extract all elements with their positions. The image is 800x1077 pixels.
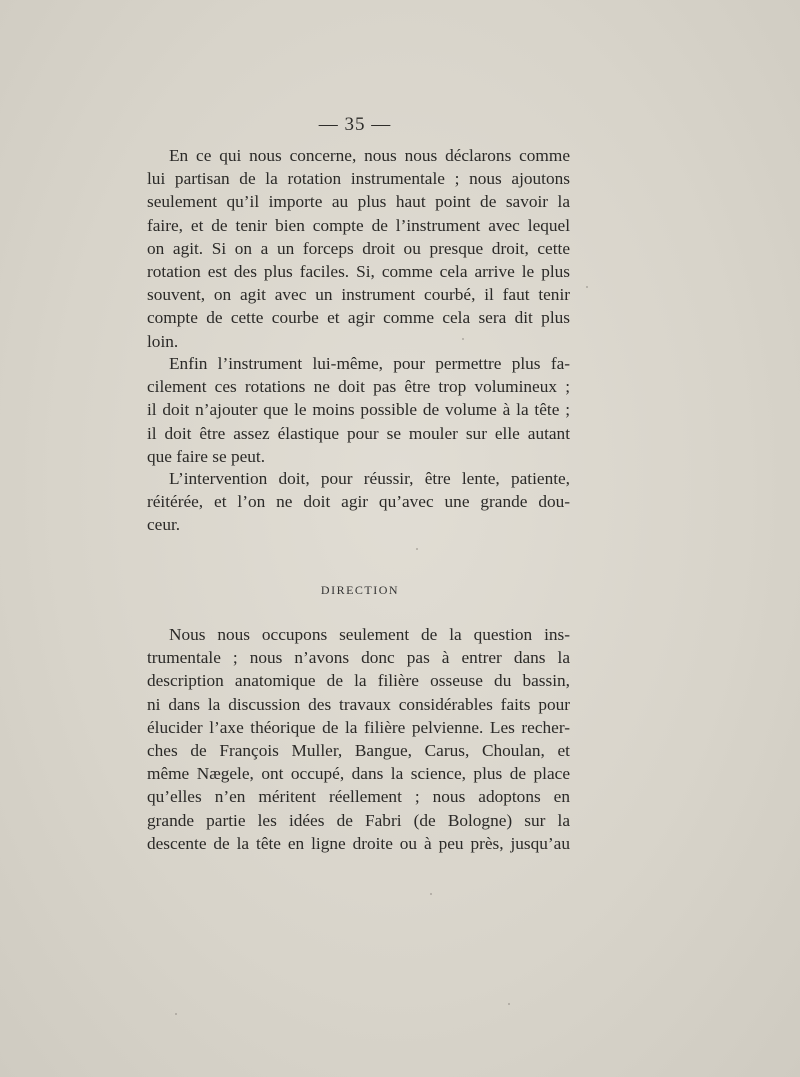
section-paragraph [147, 623, 570, 855]
text-line: description anatomique de la filière osseuse du bassin, [147, 671, 570, 691]
paragraph-1 [147, 144, 570, 353]
text-line: on agit. Si on a un forceps droit ou presque droit, cette [147, 238, 570, 258]
paper-speck [462, 338, 464, 340]
text-line: descente de la tête en ligne droite ou à peu près, jusqu’au [147, 833, 570, 853]
text-line: Nous nous occupons seulement de la question ins- [169, 625, 570, 644]
paper-speck [175, 1013, 177, 1015]
text-line: cilement ces rotations ne doit pas être trop volumineux ; [147, 377, 570, 397]
text-line: souvent, on agit avec un instrument courbé, il faut tenir [147, 285, 570, 305]
page-number: — 35 — [318, 114, 392, 135]
text-line: trumentale ; nous n’avons donc pas à entrer dans la [147, 648, 570, 668]
text-line: il doit n’ajouter que le moins possible de volume à la tête ; [147, 400, 570, 420]
paper-speck [416, 548, 418, 550]
text-line: lui partisan de la rotation instrumentale ; nous ajoutons [147, 169, 570, 189]
text-line: Enfin l’instrument lui-même, pour permettre plus fa- [169, 354, 570, 373]
section-heading: DIRECTION [320, 583, 400, 597]
text-line: seulement qu’il importe au plus haut point de savoir la [147, 192, 570, 212]
text-line: qu’elles n’en méritent réellement ; nous adoptons en [147, 787, 570, 807]
text-line: loin. [147, 331, 179, 351]
text-line: ceur. [147, 515, 181, 535]
paragraph-3 [147, 467, 570, 537]
paper-speck [508, 1003, 510, 1005]
text-line: réitérée, et l’on ne doit agir qu’avec une grande dou- [147, 492, 570, 512]
text-line: élucider l’axe théorique de la filière pelvienne. Les recher- [147, 717, 570, 737]
text-line: il doit être assez élastique pour se mouler sur elle autant [147, 423, 570, 443]
paper-speck [586, 286, 588, 288]
text-line: grande partie les idées de Fabri (de Bologne) sur la [147, 810, 570, 830]
text-line: compte de cette courbe et agir comme cela sera dit plus [147, 308, 570, 328]
paper-speck [430, 893, 432, 895]
text-line: même Nægele, ont occupé, dans la science, plus de place [147, 764, 570, 784]
text-line: ni dans la discussion des travaux considérables faits pour [147, 694, 570, 714]
text-line: que faire se peut. [147, 446, 266, 466]
text-line: En ce qui nous concerne, nous nous déclarons comme [169, 146, 570, 165]
text-line: rotation est des plus faciles. Si, comme cela arrive le plus [147, 261, 570, 281]
text-line: L’intervention doit, pour réussir, être lente, patiente, [169, 469, 570, 488]
paragraph-2 [147, 352, 570, 468]
text-line: ches de François Muller, Bangue, Carus, Choulan, et [147, 740, 570, 760]
text-line: faire, et de tenir bien compte de l’instrument avec lequel [147, 215, 570, 235]
